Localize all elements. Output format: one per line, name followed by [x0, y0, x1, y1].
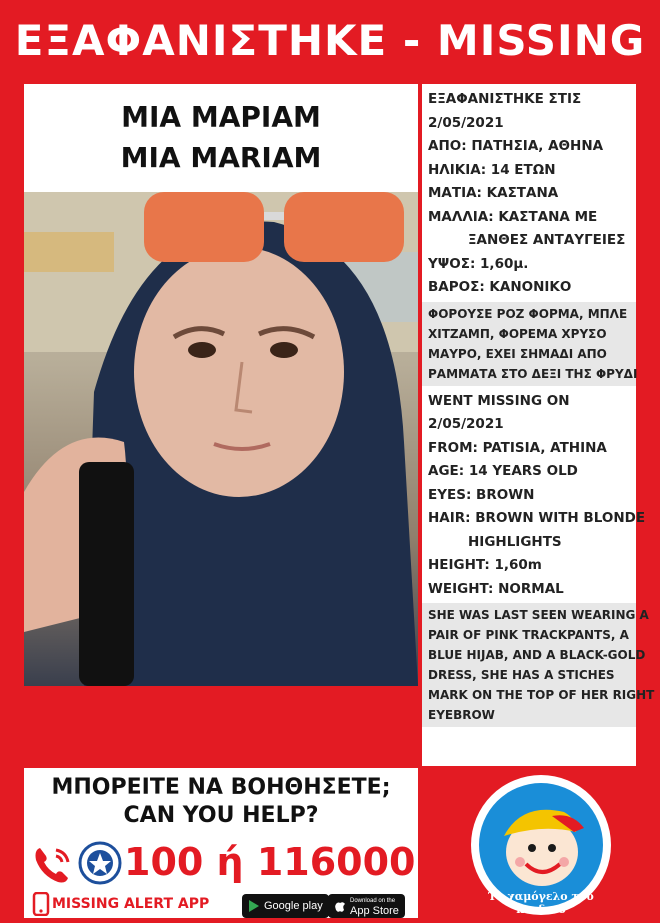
app-label: MISSING ALERT APP — [52, 896, 210, 912]
description-line: DRESS, SHE HAS A STICHES — [428, 668, 615, 682]
description-line: BLUE HIJAB, AND A BLACK-GOLD — [428, 648, 646, 662]
smile-of-the-child-logo — [452, 772, 630, 918]
description-line: ΦΟΡΟΥΣΕ ΡΟΖ ΦΟΡΜΑ, ΜΠΛΕ — [428, 306, 628, 321]
info-line: HIGHLIGHTS — [468, 533, 562, 550]
description-line: SHE WAS LAST SEEN WEARING A — [428, 608, 649, 622]
description-line: ΧΙΤΖΑΜΠ, ΦΟΡΕΜΑ ΧΡΥΣΟ — [428, 326, 607, 341]
info-column — [422, 84, 655, 766]
info-line: ΑΠΟ: ΠΑΤΗΣΙΑ, ΑΘΗΝΑ — [428, 138, 604, 154]
info-line: ΕΞΑΦΑΝΙΣΤΗΚΕ ΣΤΙΣ — [428, 91, 582, 107]
info-line: ΞΑΝΘΕΣ ΑΝΤΑΥΓΕΙΕΣ — [468, 232, 626, 248]
google-play-icon — [248, 899, 260, 913]
help-question-greek: ΜΠΟΡΕΙΤΕ ΝΑ ΒΟΗΘΗΣΕΤΕ; — [51, 775, 391, 800]
greek-description — [422, 302, 636, 386]
app-store-button[interactable] — [328, 894, 405, 918]
help-question-english: CAN YOU HELP? — [123, 803, 319, 828]
name-box — [24, 84, 418, 192]
name-greek: ΜΙΑ ΜΑΡΙΑΜ — [121, 101, 321, 134]
info-line: 2/05/2021 — [428, 416, 504, 432]
info-line: WENT MISSING ON — [428, 392, 570, 409]
english-info-block — [422, 386, 646, 604]
description-line: ΜΑΥΡΟ, ΕΧΕΙ ΣΗΜΑΔΙ ΑΠΟ — [428, 346, 607, 361]
info-line: 2/05/2021 — [428, 114, 504, 131]
info-line: ΗΛΙΚΙΑ: 14 ΕΤΩΝ — [428, 161, 556, 178]
missing-person-photo — [24, 192, 418, 686]
help-box — [24, 768, 418, 918]
help-title — [24, 774, 418, 830]
info-line: ΜΑΛΛΙΑ: ΚΑΣΤΑΝΑ ΜΕ — [428, 208, 598, 225]
description-line: ΡΑΜΜΑΤΑ ΣΤΟ ΔΕΞΙ ΤΗΣ ΦΡΥΔΙ — [428, 366, 638, 381]
google-play-label: Google play — [264, 900, 323, 912]
info-line: ΥΨΟΣ: 1,60μ. — [428, 255, 529, 272]
app-store-small-label: Download on the — [350, 898, 396, 904]
police-emblem-icon — [78, 840, 122, 886]
greek-info-block — [422, 84, 636, 302]
mobile-phone-icon — [32, 892, 50, 916]
phone-icon — [30, 842, 74, 886]
info-line: WEIGHT: NORMAL — [428, 580, 564, 597]
name-latin: MIA MARIAM — [120, 141, 322, 174]
info-line: ΜΑΤΙΑ: ΚΑΣΤΑΝΑ — [428, 185, 559, 201]
info-line: FROM: PATISIA, ATHINA — [428, 439, 607, 456]
info-line: AGE: 14 YEARS OLD — [428, 463, 578, 479]
info-line: ΒΑΡΟΣ: ΚΑΝΟΝΙΚΟ — [428, 279, 572, 295]
info-line: EYES: BROWN — [428, 486, 535, 503]
app-store-label: App Store — [350, 905, 399, 917]
info-line: HAIR: BROWN WITH BLONDE — [428, 510, 646, 526]
english-description — [422, 603, 655, 727]
description-line: PAIR OF PINK TRACKPANTS, A — [428, 628, 629, 642]
photo-illustration — [24, 192, 418, 686]
description-line: EYEBROW — [428, 708, 495, 722]
description-line: MARK ON THE TOP OF HER RIGHT — [428, 688, 655, 702]
poster-title: ΕΞΑΦΑΝΙΣΤΗΚΕ - MISSING — [14, 15, 646, 65]
apple-icon — [334, 899, 346, 913]
logo-text: Το χαμόγελο του παιδιού — [488, 890, 594, 916]
phone-numbers[interactable]: 100 ή 116000 — [124, 840, 416, 884]
info-line: HEIGHT: 1,60m — [428, 557, 542, 573]
google-play-button[interactable] — [242, 894, 329, 918]
